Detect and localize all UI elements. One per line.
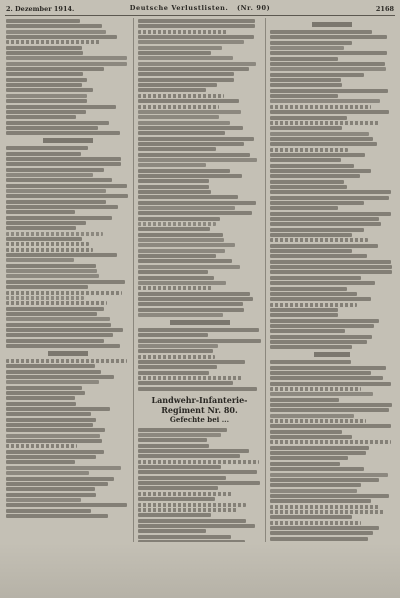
text-line (270, 206, 338, 210)
text-line (270, 30, 372, 34)
text-line (270, 126, 342, 130)
text-line (138, 503, 246, 507)
text-line (6, 450, 104, 454)
text-line (6, 460, 75, 464)
text-line (138, 313, 223, 317)
text-line (6, 237, 82, 241)
text-line (6, 152, 81, 156)
text-line (6, 359, 127, 363)
text-line (138, 83, 217, 87)
text-line (270, 190, 391, 194)
text-line (270, 398, 339, 402)
text-line (6, 312, 97, 316)
text-line (270, 324, 374, 328)
text-line (138, 355, 215, 359)
text-line (6, 307, 104, 311)
text-line (138, 349, 213, 353)
text-line (6, 248, 93, 252)
text-line (6, 434, 100, 438)
text-line (6, 280, 125, 284)
text-line (138, 67, 249, 71)
text-line (6, 407, 110, 411)
text-line (138, 72, 234, 76)
text-line (6, 110, 86, 114)
text-line (138, 513, 211, 517)
text-line (138, 486, 218, 490)
text-line (138, 438, 207, 442)
text-line (6, 30, 106, 34)
text-line (138, 179, 209, 183)
text-line (6, 258, 74, 262)
text-line (6, 253, 117, 257)
text-line (270, 132, 369, 136)
text-line (270, 142, 377, 146)
text-line (138, 371, 209, 375)
text-line (270, 41, 352, 45)
text-line (6, 487, 95, 491)
text-line (6, 291, 122, 295)
text-line (270, 158, 341, 162)
text-line (6, 364, 95, 368)
text-line (270, 94, 338, 98)
text-line (138, 78, 234, 82)
text-line (6, 396, 75, 400)
text-line (138, 535, 231, 539)
text-line (270, 419, 366, 423)
text-line (138, 222, 216, 226)
text-line (6, 344, 120, 348)
text-line (6, 375, 114, 379)
text-line (138, 163, 206, 167)
text-line (270, 521, 361, 525)
section-heading (48, 351, 88, 356)
text-line (138, 387, 257, 391)
text-line (138, 249, 225, 253)
text-line (138, 233, 223, 237)
text-line (6, 269, 97, 273)
text-line (6, 455, 96, 459)
text-line (138, 454, 240, 458)
text-line (138, 190, 211, 194)
text-line (6, 51, 83, 55)
text-line (6, 46, 82, 50)
text-line (138, 433, 221, 437)
text-line (138, 121, 230, 125)
text-line (138, 449, 249, 453)
text-line (6, 503, 127, 507)
text-line (6, 391, 85, 395)
text-line (6, 83, 82, 87)
text-line (6, 482, 108, 486)
text-line (270, 414, 354, 418)
text-line (270, 105, 371, 109)
text-column-right (270, 19, 393, 542)
text-line (270, 185, 347, 189)
text-line (138, 30, 228, 34)
text-line (138, 35, 254, 39)
text-line (270, 169, 371, 173)
text-line (6, 205, 118, 209)
text-line (270, 228, 364, 232)
text-line (6, 477, 114, 481)
text-line (138, 19, 255, 23)
text-line (138, 110, 241, 114)
text-line (138, 46, 222, 50)
text-line (138, 297, 253, 301)
text-line (6, 126, 98, 130)
text-line (6, 285, 88, 289)
text-column-left (6, 19, 129, 542)
text-line (6, 380, 99, 384)
text-line (6, 40, 101, 44)
section-heading (170, 320, 230, 325)
text-line (138, 56, 233, 60)
text-line (270, 287, 347, 291)
text-line (6, 94, 87, 98)
text-line (6, 339, 104, 343)
text-line (6, 428, 105, 432)
text-line (138, 276, 214, 280)
text-line (138, 131, 225, 135)
text-line (270, 424, 391, 428)
text-line (6, 317, 110, 321)
text-line (138, 40, 244, 44)
text-line (6, 146, 88, 150)
text-line (6, 200, 106, 204)
text-line (270, 153, 365, 157)
text-line (270, 319, 379, 323)
text-line (138, 428, 227, 432)
text-line (6, 328, 123, 332)
text-line (6, 62, 127, 66)
text-line (270, 89, 388, 93)
text-line (138, 174, 242, 178)
text-line (138, 211, 252, 215)
text-line (138, 94, 224, 98)
page-margin-bottom (0, 543, 400, 598)
text-line (270, 110, 389, 114)
text-line (6, 514, 108, 518)
text-line (138, 292, 250, 296)
text-line (270, 329, 345, 333)
text-line (270, 467, 364, 471)
text-line (138, 281, 226, 285)
text-line (270, 281, 375, 285)
text-line (270, 537, 368, 541)
text-line (270, 451, 366, 455)
text-line (6, 121, 109, 125)
text-line (270, 233, 352, 237)
text-line (270, 303, 357, 307)
text-line (270, 382, 391, 386)
text-line (270, 148, 348, 152)
text-line (270, 435, 352, 439)
text-line (138, 328, 259, 332)
text-line (270, 366, 386, 370)
text-line (6, 221, 86, 225)
regiment-heading-subtitle: Gefechte bei ... (169, 414, 230, 424)
text-line (6, 402, 76, 406)
text-line (138, 286, 212, 290)
text-line (138, 147, 216, 151)
text-line (270, 526, 379, 530)
text-line (6, 78, 87, 82)
text-line (138, 243, 235, 247)
text-line (270, 212, 391, 216)
text-line (270, 116, 347, 120)
text-line (270, 371, 371, 375)
text-line (138, 481, 260, 485)
text-line (6, 99, 87, 103)
text-line (270, 430, 342, 434)
text-line (6, 131, 120, 135)
section-heading (43, 138, 93, 143)
text-line (138, 126, 243, 130)
text-line (6, 498, 81, 502)
text-line (138, 360, 245, 364)
text-line (270, 308, 338, 312)
text-line (6, 194, 128, 198)
text-line (6, 168, 104, 172)
text-line (6, 412, 91, 416)
text-line (270, 238, 368, 242)
text-line (270, 174, 360, 178)
text-line (138, 115, 219, 119)
text-line (138, 302, 243, 306)
text-line (6, 471, 89, 475)
text-line (138, 142, 244, 146)
text-line (6, 115, 76, 119)
text-line (270, 515, 352, 519)
text-line (6, 88, 93, 92)
text-line (270, 121, 379, 125)
text-line (138, 254, 216, 258)
text-line (138, 333, 208, 337)
text-line (270, 446, 369, 450)
text-line (138, 24, 255, 28)
page-header (6, 3, 394, 15)
text-line (270, 180, 344, 184)
text-line (270, 499, 371, 503)
text-line (6, 274, 99, 278)
text-line (270, 270, 392, 274)
text-line (138, 88, 206, 92)
text-line (6, 509, 91, 513)
text-line (138, 470, 257, 474)
text-line (270, 73, 364, 77)
text-line (270, 196, 389, 200)
text-line (6, 24, 102, 28)
text-line (6, 216, 112, 220)
text-line (138, 99, 239, 103)
text-line (138, 465, 221, 469)
text-line (270, 478, 379, 482)
text-line (270, 387, 361, 391)
text-line (270, 340, 367, 344)
text-line (138, 158, 257, 162)
text-line (270, 510, 385, 514)
text-line (138, 62, 256, 66)
text-line (138, 217, 220, 221)
text-line (270, 265, 392, 269)
text-line (138, 540, 245, 542)
text-line (6, 184, 127, 188)
text-line (6, 67, 104, 71)
text-line (270, 35, 387, 39)
text-line (270, 249, 352, 253)
text-line (138, 238, 224, 242)
text-line (138, 105, 219, 109)
text-line (270, 505, 380, 509)
header-rule (5, 15, 395, 16)
text-line (6, 232, 103, 236)
column-divider (265, 18, 266, 542)
regiment-heading-title: Landwehr-Infanterie-Regiment Nr. 80. (151, 394, 248, 415)
text-line (270, 494, 389, 498)
text-line (138, 137, 254, 141)
text-line (270, 408, 389, 412)
text-line (270, 483, 361, 487)
column-divider (133, 18, 134, 542)
regiment-heading (138, 395, 261, 425)
text-line (138, 492, 232, 496)
text-line (138, 270, 208, 274)
text-line (270, 67, 386, 71)
text-line (270, 440, 391, 444)
text-line (6, 189, 106, 193)
text-line (6, 444, 77, 448)
text-line (270, 51, 387, 55)
text-line (138, 365, 217, 369)
text-line (6, 162, 121, 166)
text-line (270, 137, 373, 141)
text-line (138, 476, 226, 480)
text-line (6, 466, 121, 470)
text-line (270, 62, 385, 66)
text-line (6, 386, 82, 390)
text-line (6, 105, 116, 109)
text-line (138, 339, 261, 343)
text-line (6, 157, 121, 161)
text-line (138, 185, 209, 189)
text-line (6, 210, 75, 214)
text-line (138, 376, 243, 380)
text-line (6, 35, 117, 39)
section-heading (314, 352, 350, 357)
text-line (138, 524, 255, 528)
text-line (270, 473, 388, 477)
text-line (270, 201, 364, 205)
text-line (138, 201, 256, 205)
text-line (270, 313, 338, 317)
text-line (270, 83, 342, 87)
header-issue: (Nr. 90) (236, 4, 271, 12)
text-line (138, 497, 215, 501)
text-line (6, 242, 89, 246)
text-line (138, 308, 244, 312)
text-line (270, 403, 392, 407)
text-line (270, 345, 352, 349)
text-line (138, 460, 259, 464)
text-line (270, 335, 372, 339)
text-line (6, 493, 96, 497)
text-line (138, 153, 250, 157)
header-title (6, 4, 394, 12)
text-line (138, 381, 233, 385)
text-line (6, 19, 80, 23)
text-line (138, 265, 240, 269)
text-line (138, 259, 232, 263)
text-line (138, 508, 237, 512)
text-line (6, 423, 93, 427)
text-line (270, 164, 354, 168)
text-line (6, 173, 93, 177)
text-line (6, 333, 113, 337)
text-line (138, 444, 209, 448)
text-line (270, 78, 341, 82)
text-line (6, 72, 83, 76)
text-line (6, 56, 127, 60)
text-line (270, 99, 380, 103)
text-line (270, 456, 348, 460)
text-line (138, 529, 206, 533)
text-line (138, 227, 210, 231)
header-title-text: Deutsche Verlustlisten. (129, 4, 229, 12)
text-line (6, 323, 111, 327)
text-line (270, 392, 373, 396)
text-line (270, 222, 381, 226)
text-line (138, 519, 246, 523)
text-line (6, 301, 107, 305)
text-line (270, 360, 351, 364)
text-line (270, 297, 371, 301)
text-line (138, 206, 235, 210)
text-line (138, 169, 230, 173)
text-line (6, 178, 112, 182)
text-line (138, 195, 238, 199)
section-heading (312, 22, 352, 27)
header-page-number: 2168 (375, 5, 394, 13)
text-line (270, 244, 378, 248)
text-line (6, 418, 96, 422)
text-line (270, 462, 340, 466)
text-line (270, 57, 338, 61)
text-line (270, 376, 383, 380)
text-line (270, 46, 344, 50)
text-line (6, 226, 76, 230)
header-date: 2. Dezember 1914. (6, 5, 75, 13)
text-line (6, 296, 84, 300)
text-line (138, 51, 211, 55)
text-line (270, 276, 361, 280)
text-line (270, 292, 357, 296)
text-line (270, 531, 373, 535)
text-line (6, 439, 102, 443)
text-line (270, 217, 379, 221)
text-line (270, 260, 391, 264)
text-column-middle (138, 19, 261, 542)
text-line (270, 489, 357, 493)
text-line (138, 344, 218, 348)
text-line (270, 254, 367, 258)
text-line (6, 370, 101, 374)
text-line (6, 264, 96, 268)
